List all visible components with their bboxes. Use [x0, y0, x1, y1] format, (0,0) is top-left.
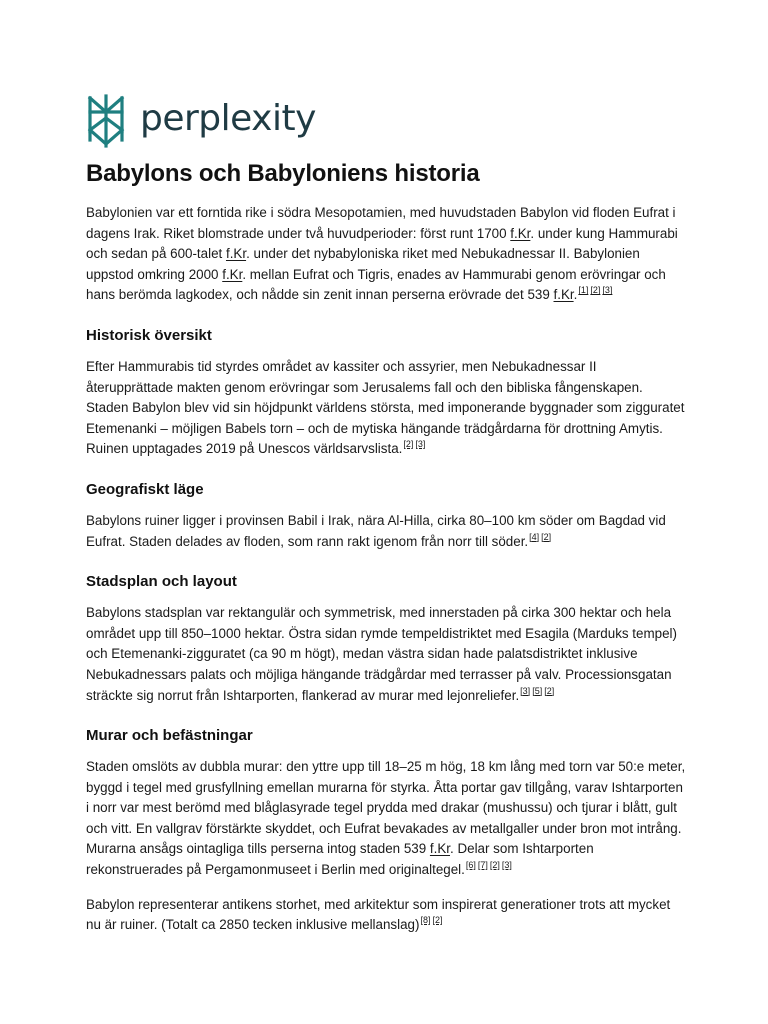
citation-link[interactable]: [1]	[578, 285, 589, 296]
citation-link[interactable]: [2]	[432, 915, 443, 926]
citation-link[interactable]: [2]	[544, 685, 555, 696]
citation-link[interactable]: [3]	[415, 439, 426, 450]
section-paragraph: Babylons stadsplan var rektangulär och symmetrisk, med innerstaden på cirka 300 hektar och hela området upp till 850–1000 hektar. Östra sidan rymde tempeldistriktet med Esagila (Marduks tempel) och Etemenanki-zigguratet (ca 90 m högt), medan västra sidan hade palatsdistriktet inklusive Nebukadnessars palats och möjliga hängande trädgårdar med terrasser på valv. Processionsgatan sträckte sig norrut från Ishtarporten, flankerad av murar med lejonreliefer.[3] [5] [2]	[86, 605, 677, 703]
abbr-link[interactable]: f.Kr	[429, 841, 451, 857]
perplexity-logo-icon	[86, 94, 126, 148]
citation-link[interactable]: [4]	[529, 531, 540, 542]
citation-link[interactable]: [2]	[541, 531, 552, 542]
section-heading: Historisk översikt	[86, 326, 212, 344]
closing-paragraph: Babylon representerar antikens storhet, med arkitektur som inspirerat generationer trots att mycket nu är ruiner. (Totalt ca 2850 tecken inklusive mellanslag)[8] [2]	[86, 896, 671, 933]
citation-link[interactable]: [7]	[477, 860, 488, 871]
citation-link[interactable]: [2]	[590, 285, 601, 296]
citation-link[interactable]: [2]	[489, 860, 500, 871]
citation-link[interactable]: [3]	[520, 685, 531, 696]
citation-link[interactable]: [3]	[602, 285, 613, 296]
section-heading: Geografiskt läge	[86, 480, 204, 498]
abbr-link[interactable]: f.Kr	[553, 287, 574, 303]
section-paragraph: Staden omslöts av dubbla murar: den yttre upp till 18–25 m hög, 18 km lång med torn var 50:e meter, byggd i tegel med grusfyllning emellan murarna för styrka. Åtta portar gav tillgång, varav Ishtarporten i norr var mest berömd med blåglasyrade tegel prydda med drakar (mushussu) och tjurar i blått, gult och vitt. En vallgrav förstärkte skyddet, och Eufrat bevakades av metallgaller under bron mot intrång. Murarna ansågs ointagliga tills perserna intog staden 539 f.Kr. Delar som Ishtarporten rekonstruerades på Pergamonmuseet i Berlin med originaltegel.[6] [7] [2] [3]	[86, 759, 686, 878]
section-heading: Murar och befästningar	[86, 727, 253, 745]
abbr-link[interactable]: f.Kr	[225, 246, 247, 262]
section-paragraph: Babylons ruiner ligger i provinsen Babil i Irak, nära Al-Hilla, cirka 80–100 km söder om Bagdad vid Eufrat. Staden delades av floden, som rann rakt igenom från norr till söder.[4] [2]	[86, 512, 666, 549]
abbr-link[interactable]: f.Kr	[510, 225, 531, 241]
brand-logo	[86, 88, 316, 154]
brand-name: perplexity	[140, 97, 316, 139]
citation-link[interactable]: [8]	[420, 915, 431, 926]
abbr-link[interactable]: f.Kr	[222, 266, 243, 282]
citation-link[interactable]: [5]	[532, 685, 543, 696]
citation-link[interactable]: [3]	[501, 860, 512, 871]
citation-link[interactable]: [2]	[403, 439, 414, 450]
citation-link[interactable]: [6]	[465, 860, 476, 871]
section-paragraph: Efter Hammurabis tid styrdes området av kassiter och assyrier, men Nebukadnessar II återupprättade makten genom erövringar som Jerusalems fall och den bibliska fångenskapen. Staden Babylon blev vid sin höjdpunkt världens största, med imponerande byggnader som zigguratet Etemenanki – möjligen Babels torn – och de mytiska hängande trädgårdarna för drottning Amytis. Ruinen upptagades 2019 på Unescos världsarvslista.[2] [3]	[86, 358, 685, 457]
article-body	[86, 203, 686, 936]
intro-paragraph: Babylonien var ett forntida rike i södra Mesopotamien, med huvudstaden Babylon vid floden Eufrat i dagens Irak. Riket blomstrade under två huvudperioder: först runt 1700 f.Kr. under kung Hammurabi och sedan på 600-talet f.Kr. under det nybabyloniska riket med Nebukadnessar II. Babylonien uppstod omkring 2000 f.Kr. mellan Eufrat och Tigris, enades av Hammurabi genom erövringar och hans berömda lagkodex, och nådde sin zenit innan perserna erövrade det 539 f.Kr.[1] [2] [3]	[86, 205, 678, 303]
section-heading: Stadsplan och layout	[86, 573, 237, 591]
page-title: Babylons och Babyloniens historia	[86, 160, 480, 187]
